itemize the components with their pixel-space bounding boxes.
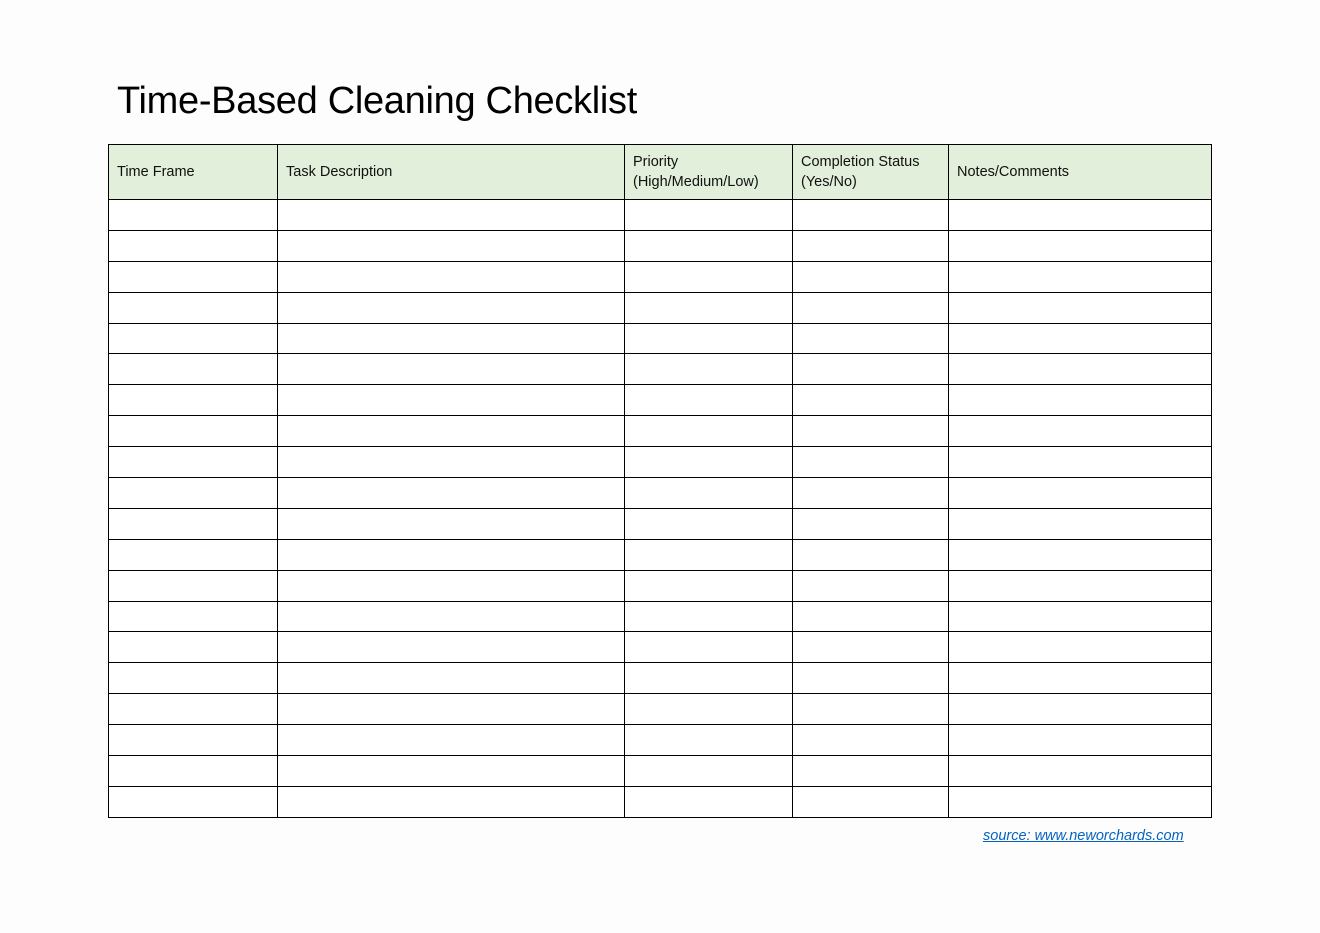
cell-priority[interactable] xyxy=(625,323,793,354)
cell-time-frame[interactable] xyxy=(109,570,278,601)
cell-notes[interactable] xyxy=(949,385,1212,416)
table-row xyxy=(109,663,1212,694)
cell-time-frame[interactable] xyxy=(109,261,278,292)
cell-completion-status[interactable] xyxy=(793,508,949,539)
column-header-completion-status: Completion Status (Yes/No) xyxy=(793,145,949,200)
cell-completion-status[interactable] xyxy=(793,725,949,756)
header-row xyxy=(109,145,1212,200)
table-row xyxy=(109,354,1212,385)
cell-task-description[interactable] xyxy=(278,416,625,447)
cell-completion-status[interactable] xyxy=(793,292,949,323)
cell-notes[interactable] xyxy=(949,354,1212,385)
cell-time-frame[interactable] xyxy=(109,663,278,694)
cell-notes[interactable] xyxy=(949,508,1212,539)
cell-priority[interactable] xyxy=(625,539,793,570)
table-row xyxy=(109,539,1212,570)
table-row xyxy=(109,601,1212,632)
table-row xyxy=(109,725,1212,756)
cell-completion-status[interactable] xyxy=(793,447,949,478)
page-title: Time-Based Cleaning Checklist xyxy=(117,80,637,122)
cell-task-description[interactable] xyxy=(278,632,625,663)
column-header-time-frame: Time Frame xyxy=(109,145,278,200)
cell-priority[interactable] xyxy=(625,478,793,509)
cell-time-frame[interactable] xyxy=(109,447,278,478)
cell-task-description[interactable] xyxy=(278,230,625,261)
cell-notes[interactable] xyxy=(949,230,1212,261)
cell-completion-status[interactable] xyxy=(793,786,949,817)
table-row xyxy=(109,756,1212,787)
cell-completion-status[interactable] xyxy=(793,416,949,447)
cell-time-frame[interactable] xyxy=(109,292,278,323)
cell-time-frame[interactable] xyxy=(109,725,278,756)
cell-completion-status[interactable] xyxy=(793,694,949,725)
cell-time-frame[interactable] xyxy=(109,632,278,663)
cell-task-description[interactable] xyxy=(278,385,625,416)
cell-priority[interactable] xyxy=(625,570,793,601)
cell-priority[interactable] xyxy=(625,756,793,787)
cell-time-frame[interactable] xyxy=(109,200,278,231)
cell-completion-status[interactable] xyxy=(793,632,949,663)
cell-notes[interactable] xyxy=(949,292,1212,323)
cell-task-description[interactable] xyxy=(278,570,625,601)
source-link[interactable]: source: www.neworchards.com xyxy=(983,828,1184,844)
table-row xyxy=(109,786,1212,817)
cell-completion-status[interactable] xyxy=(793,601,949,632)
cell-notes[interactable] xyxy=(949,786,1212,817)
cell-completion-status[interactable] xyxy=(793,200,949,231)
cell-notes[interactable] xyxy=(949,478,1212,509)
cell-completion-status[interactable] xyxy=(793,756,949,787)
table-row xyxy=(109,230,1212,261)
cell-notes[interactable] xyxy=(949,416,1212,447)
cell-time-frame[interactable] xyxy=(109,756,278,787)
table-row xyxy=(109,632,1212,663)
cell-completion-status[interactable] xyxy=(793,354,949,385)
cell-priority[interactable] xyxy=(625,416,793,447)
cell-completion-status[interactable] xyxy=(793,663,949,694)
cell-priority[interactable] xyxy=(625,601,793,632)
cell-notes[interactable] xyxy=(949,539,1212,570)
cell-task-description[interactable] xyxy=(278,354,625,385)
cell-task-description[interactable] xyxy=(278,663,625,694)
cell-time-frame[interactable] xyxy=(109,230,278,261)
table-row xyxy=(109,478,1212,509)
cell-task-description[interactable] xyxy=(278,786,625,817)
cell-notes[interactable] xyxy=(949,323,1212,354)
cell-task-description[interactable] xyxy=(278,323,625,354)
cell-notes[interactable] xyxy=(949,601,1212,632)
cell-notes[interactable] xyxy=(949,447,1212,478)
table-row xyxy=(109,323,1212,354)
column-header-notes: Notes/Comments xyxy=(949,145,1212,200)
cell-task-description[interactable] xyxy=(278,292,625,323)
cell-notes[interactable] xyxy=(949,570,1212,601)
cell-notes[interactable] xyxy=(949,632,1212,663)
cell-time-frame[interactable] xyxy=(109,786,278,817)
cell-notes[interactable] xyxy=(949,756,1212,787)
table-row xyxy=(109,447,1212,478)
cell-task-description[interactable] xyxy=(278,694,625,725)
cell-time-frame[interactable] xyxy=(109,539,278,570)
table-row xyxy=(109,694,1212,725)
table-row xyxy=(109,385,1212,416)
cell-task-description[interactable] xyxy=(278,539,625,570)
cell-time-frame[interactable] xyxy=(109,508,278,539)
cell-task-description[interactable] xyxy=(278,200,625,231)
cell-task-description[interactable] xyxy=(278,508,625,539)
cell-notes[interactable] xyxy=(949,725,1212,756)
cell-priority[interactable] xyxy=(625,632,793,663)
cell-completion-status[interactable] xyxy=(793,478,949,509)
cell-time-frame[interactable] xyxy=(109,416,278,447)
cell-priority[interactable] xyxy=(625,694,793,725)
column-header-task-description: Task Description xyxy=(278,145,625,200)
cell-notes[interactable] xyxy=(949,694,1212,725)
table-row xyxy=(109,508,1212,539)
cell-notes[interactable] xyxy=(949,663,1212,694)
cell-completion-status[interactable] xyxy=(793,323,949,354)
cell-priority[interactable] xyxy=(625,354,793,385)
table-row xyxy=(109,200,1212,231)
cell-time-frame[interactable] xyxy=(109,385,278,416)
cell-priority[interactable] xyxy=(625,292,793,323)
cell-priority[interactable] xyxy=(625,385,793,416)
cell-time-frame[interactable] xyxy=(109,478,278,509)
column-header-priority: Priority (High/Medium/Low) xyxy=(625,145,793,200)
cell-task-description[interactable] xyxy=(278,601,625,632)
cell-priority[interactable] xyxy=(625,230,793,261)
table-row xyxy=(109,570,1212,601)
cell-time-frame[interactable] xyxy=(109,323,278,354)
cell-priority[interactable] xyxy=(625,508,793,539)
cell-time-frame[interactable] xyxy=(109,601,278,632)
table-row xyxy=(109,292,1212,323)
cell-priority[interactable] xyxy=(625,200,793,231)
cell-task-description[interactable] xyxy=(278,447,625,478)
cell-completion-status[interactable] xyxy=(793,570,949,601)
cell-time-frame[interactable] xyxy=(109,694,278,725)
cell-notes[interactable] xyxy=(949,261,1212,292)
cell-task-description[interactable] xyxy=(278,756,625,787)
cell-notes[interactable] xyxy=(949,200,1212,231)
cell-task-description[interactable] xyxy=(278,261,625,292)
table-row xyxy=(109,416,1212,447)
cell-time-frame[interactable] xyxy=(109,354,278,385)
cell-task-description[interactable] xyxy=(278,478,625,509)
table-row xyxy=(109,261,1212,292)
cell-priority[interactable] xyxy=(625,786,793,817)
cell-completion-status[interactable] xyxy=(793,539,949,570)
cell-completion-status[interactable] xyxy=(793,230,949,261)
checklist-table xyxy=(108,144,1212,818)
cell-priority[interactable] xyxy=(625,447,793,478)
cell-priority[interactable] xyxy=(625,261,793,292)
cell-priority[interactable] xyxy=(625,663,793,694)
cell-completion-status[interactable] xyxy=(793,385,949,416)
cell-priority[interactable] xyxy=(625,725,793,756)
cell-completion-status[interactable] xyxy=(793,261,949,292)
cell-task-description[interactable] xyxy=(278,725,625,756)
